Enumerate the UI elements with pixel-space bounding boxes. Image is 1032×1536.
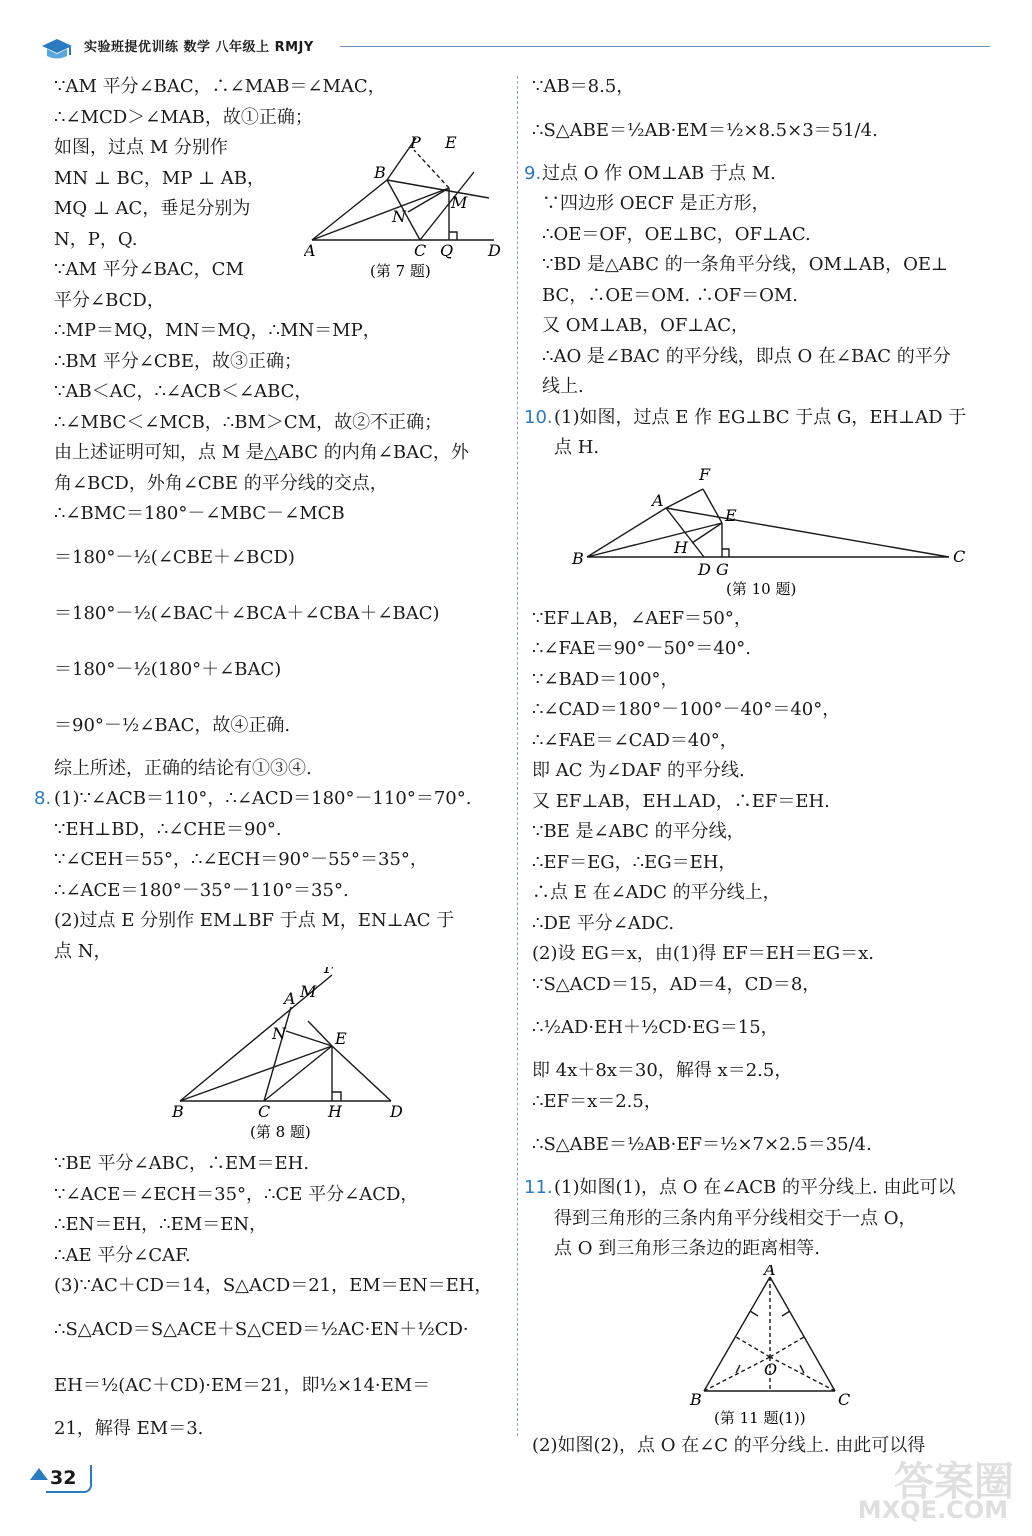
q8-number: 8. <box>34 788 52 809</box>
answer-line: ∵S△ACD＝15，AD＝4，CD＝8， <box>532 973 821 995</box>
answer-line: ∵EF⊥AB，∠AEF＝50°， <box>532 607 752 629</box>
header-rule <box>340 46 990 47</box>
answer-line: 如图，过点 M 分别作 <box>54 137 228 158</box>
fig10-label-C: C <box>953 546 966 566</box>
answer-line: 得到三角形的三条内角平分线相交于一点 O， <box>554 1207 917 1229</box>
fig7-label-Q: Q <box>440 241 454 260</box>
fig10-label-A: A <box>652 490 664 510</box>
answer-line: (1)如图(1)，点 O 在∠ACB 的平分线上. 由此可以 <box>554 1177 956 1198</box>
answer-line: ∴∠FAE＝90°－50°＝40°. <box>532 638 752 659</box>
answer-line: ∵∠ACE＝∠ECH＝35°，∴CE 平分∠ACD， <box>54 1183 419 1205</box>
fig8-label-M: M <box>300 982 317 1001</box>
left-block-c <box>54 754 502 785</box>
book-logo-icon <box>40 36 74 62</box>
right-block-d <box>532 433 986 464</box>
answer-line: ∴S△ABE＝½AB·EF＝½×7×2.5＝35/4. <box>532 1134 872 1155</box>
answer-line: N，P，Q. <box>54 228 138 250</box>
figure-7 <box>304 128 504 288</box>
answer-line: ∵AM 平分∠BAC，∴∠MAB＝∠MAC， <box>54 76 386 97</box>
answer-line: 角∠BCD，外角∠CBE 的平分线的交点， <box>54 472 388 494</box>
answer-line: ∴DE 平分∠ADC. <box>532 912 675 934</box>
page-header <box>40 32 990 68</box>
column-divider <box>517 76 518 1436</box>
answer-line: 过点 O 作 OM⊥AB 于点 M. <box>542 162 776 184</box>
fig7-label-N: N <box>392 207 406 226</box>
book-title: 实验班提优训练 数学 八年级上 RMJY <box>84 40 314 55</box>
answer-line: ∴AO 是∠BAC 的平分线，即点 O 在∠BAC 的平分 <box>542 345 951 367</box>
answer-line: (3)∵AC＋CD＝14，S△ACD＝21，EM＝EN＝EH， <box>54 1275 493 1296</box>
answer-line: ∴∠ACE＝180°－35°－110°＝35°. <box>54 879 349 901</box>
fig7-label-B: B <box>374 163 386 182</box>
right-block-a <box>532 72 986 103</box>
right-block-e <box>532 604 986 1001</box>
answer-line: ∴∠CAD＝180°－100°－40°＝40°， <box>532 699 841 720</box>
figure-7-diagram <box>304 128 504 288</box>
answer-line: ∵EH⊥BD，∴∠CHE＝90°. <box>54 818 282 840</box>
answer-line: 线上. <box>542 376 584 397</box>
right-block-f <box>532 1000 986 1056</box>
watermark-text: 答案圈 <box>894 1459 1014 1505</box>
q9-line <box>524 159 986 190</box>
answer-line: ∵BD 是△ABC 的一条角平分线，OM⊥AB，OE⊥ <box>542 254 948 275</box>
left-block-f <box>54 1302 502 1414</box>
fig11-label-C: C <box>838 1389 851 1409</box>
q8-line <box>34 784 502 815</box>
left-block-g <box>54 1414 502 1445</box>
answer-line: 21，解得 EM＝3. <box>54 1417 204 1439</box>
q11-line <box>524 1173 986 1204</box>
q10-number: 10. <box>524 406 553 428</box>
answer-line: 点 N， <box>54 940 112 962</box>
fig7-label-C: C <box>414 241 427 260</box>
figure-11-diagram <box>532 1265 986 1431</box>
fig8-caption: (第 8 题) <box>250 1123 311 1141</box>
fig8-label-E: E <box>335 1029 347 1048</box>
answer-line: 又 OM⊥AB，OF⊥AC， <box>542 315 750 336</box>
answer-line: ∵四边形 OECF 是正方形， <box>542 193 770 214</box>
fig11-caption: (第 11 题(1)) <box>714 1408 806 1427</box>
watermark <box>857 1450 1014 1530</box>
right-block-i <box>532 1204 986 1265</box>
fig7-caption: (第 7 题) <box>370 262 431 280</box>
fig7-label-E: E <box>445 133 457 152</box>
answer-line: ＝180°－½(∠BAC＋∠BCA＋∠CBA＋∠BAC) <box>54 602 440 624</box>
right-block-h <box>532 1117 986 1173</box>
left-column <box>34 72 502 1444</box>
answer-line: ∴MP＝MQ，MN＝MQ，∴MN＝MP， <box>54 320 381 341</box>
answer-line: ＝180°－½(∠CBE＋∠BCD) <box>54 546 295 568</box>
answer-line: ∴OE＝OF，OE⊥BC，OF⊥AC. <box>542 223 811 245</box>
q10-line <box>524 403 986 434</box>
fig10-label-B: B <box>572 548 584 568</box>
answer-line: 即 4x＋8x＝30，解得 x＝2.5， <box>532 1060 793 1081</box>
fig7-label-D: D <box>488 241 501 260</box>
right-block-g <box>532 1056 986 1117</box>
fig10-label-H: H <box>674 537 688 557</box>
answer-line: ∴½AD·EH＋½CD·EG＝15， <box>532 1017 779 1038</box>
answer-line: 点 H. <box>554 437 600 458</box>
watermark-url: MXQE.COM <box>857 1496 1008 1524</box>
left-block-b <box>54 530 502 754</box>
answer-line: (1)∵∠ACB＝110°，∴∠ACD＝180°－110°＝70°. <box>54 788 472 809</box>
answer-line: ∴∠BMC＝180°－∠MBC－∠MCB <box>54 503 345 524</box>
answer-line: ＝90°－½∠BAC，故④正确. <box>54 714 291 736</box>
answer-line: ∴EN＝EH，∴EM＝EN， <box>54 1214 268 1235</box>
answer-line: ∴AE 平分∠CAF. <box>54 1244 191 1266</box>
figure-8 <box>54 967 502 1149</box>
answer-line: BC，∴OE＝OM. ∴OF＝OM. <box>542 284 799 306</box>
q9-number: 9. <box>524 162 542 184</box>
fig8-label-F: F <box>324 967 336 977</box>
answer-line: ＝180°－½(180°＋∠BAC) <box>54 658 282 680</box>
fig10-label-E: E <box>725 505 737 525</box>
answer-line: ∴S△ABE＝½AB·EM＝½×8.5×3＝51/4. <box>532 119 878 141</box>
fig7-label-M: M <box>451 193 468 212</box>
answer-line: 又 EF⊥AB，EH⊥AD，∴EF＝EH. <box>532 790 830 812</box>
fig10-caption: (第 10 题) <box>726 579 797 598</box>
fig7-label-P: P <box>410 133 421 152</box>
fig8-label-B: B <box>172 1102 184 1121</box>
figure-10-diagram <box>532 464 986 604</box>
answer-line: 即 AC 为∠DAF 的平分线. <box>532 760 745 781</box>
answer-line: ∴EF＝EG，∴EG＝EH， <box>532 851 737 873</box>
answer-line: MQ ⊥ AC，垂足分别为 <box>54 198 251 219</box>
fig10-label-F: F <box>699 464 711 484</box>
fig8-label-H: H <box>328 1102 342 1121</box>
right-block-c <box>532 189 986 403</box>
left-block-e <box>54 1149 502 1302</box>
figure-11 <box>532 1265 986 1431</box>
fig7-label-A: A <box>304 241 316 260</box>
figure-10 <box>532 464 986 604</box>
answer-line: ∵BE 是∠ABC 的平分线， <box>532 821 745 842</box>
answer-line: ∵∠BAD＝100°， <box>532 668 679 690</box>
answer-line: ∵∠CEH＝55°，∴∠ECH＝90°－55°＝35°， <box>54 849 428 870</box>
fig8-label-C: C <box>258 1102 271 1121</box>
fig8-label-D: D <box>390 1102 403 1121</box>
answer-line: ∴点 E 在∠ADC 的平分线上， <box>532 882 781 903</box>
q11-number: 11. <box>524 1177 553 1198</box>
answer-line: ∴EF＝x＝2.5， <box>532 1090 662 1112</box>
answer-line: (2)如图(2)，点 O 在∠C 的平分线上. 由此可以得 <box>532 1434 926 1456</box>
answer-line: ∴BM 平分∠CBE，故③正确； <box>54 350 303 372</box>
right-column <box>524 72 986 1461</box>
right-block-b <box>532 103 986 159</box>
answer-line: ∵BE 平分∠ABC，∴EM＝EH. <box>54 1153 310 1174</box>
fig8-label-N: N <box>272 1024 286 1043</box>
answer-line: EH＝½(AC＋CD)·EM＝21，即½×14·EM＝ <box>54 1374 431 1396</box>
answer-line: ∴∠MCD＞∠MAB，故①正确； <box>54 106 313 128</box>
answer-line: 点 O 到三角形三条边的距离相等. <box>554 1238 820 1259</box>
figure-8-diagram <box>54 967 502 1149</box>
answer-line: ∵AM 平分∠BAC，CM <box>54 259 244 280</box>
fig10-label-G: G <box>716 559 729 579</box>
page-number-text: 32 <box>46 1465 92 1493</box>
fig11-label-B: B <box>690 1389 702 1409</box>
answer-line: ∴∠MBC＜∠MCB，∴BM＞CM，故②不正确； <box>54 411 443 433</box>
answer-line: 由上述证明可知，点 M 是△ABC 的内角∠BAC，外 <box>54 442 469 463</box>
answer-line: ∵AB＝8.5， <box>532 76 635 97</box>
answer-line: (2)设 EG＝x，由(1)得 EF＝EH＝EG＝x. <box>532 943 874 964</box>
answer-line: (1)如图，过点 E 作 EG⊥BC 于点 G，EH⊥AD 于 <box>554 406 967 428</box>
left-block-d <box>54 815 502 968</box>
answer-line: ∵AB＜AC，∴∠ACB＜∠ABC， <box>54 381 313 402</box>
answer-line: MN ⊥ BC，MP ⊥ AB， <box>54 167 266 189</box>
answer-line: ∴S△ACD＝S△ACE＋S△CED＝½AC·EN＋½CD· <box>54 1318 469 1340</box>
fig11-label-A: A <box>764 1264 776 1279</box>
fig8-label-A: A <box>284 989 296 1008</box>
fig11-label-O: O <box>764 1359 778 1379</box>
fig10-label-D: D <box>698 559 711 579</box>
answer-line: (2)过点 E 分别作 EM⊥BF 于点 M，EN⊥AC 于 <box>54 910 455 931</box>
page-number <box>30 1465 90 1491</box>
answer-line: 综上所述，正确的结论有①③④. <box>54 757 312 779</box>
answer-line: 平分∠BCD， <box>54 289 165 311</box>
answer-line: ∴∠FAE＝∠CAD＝40°， <box>532 729 738 751</box>
